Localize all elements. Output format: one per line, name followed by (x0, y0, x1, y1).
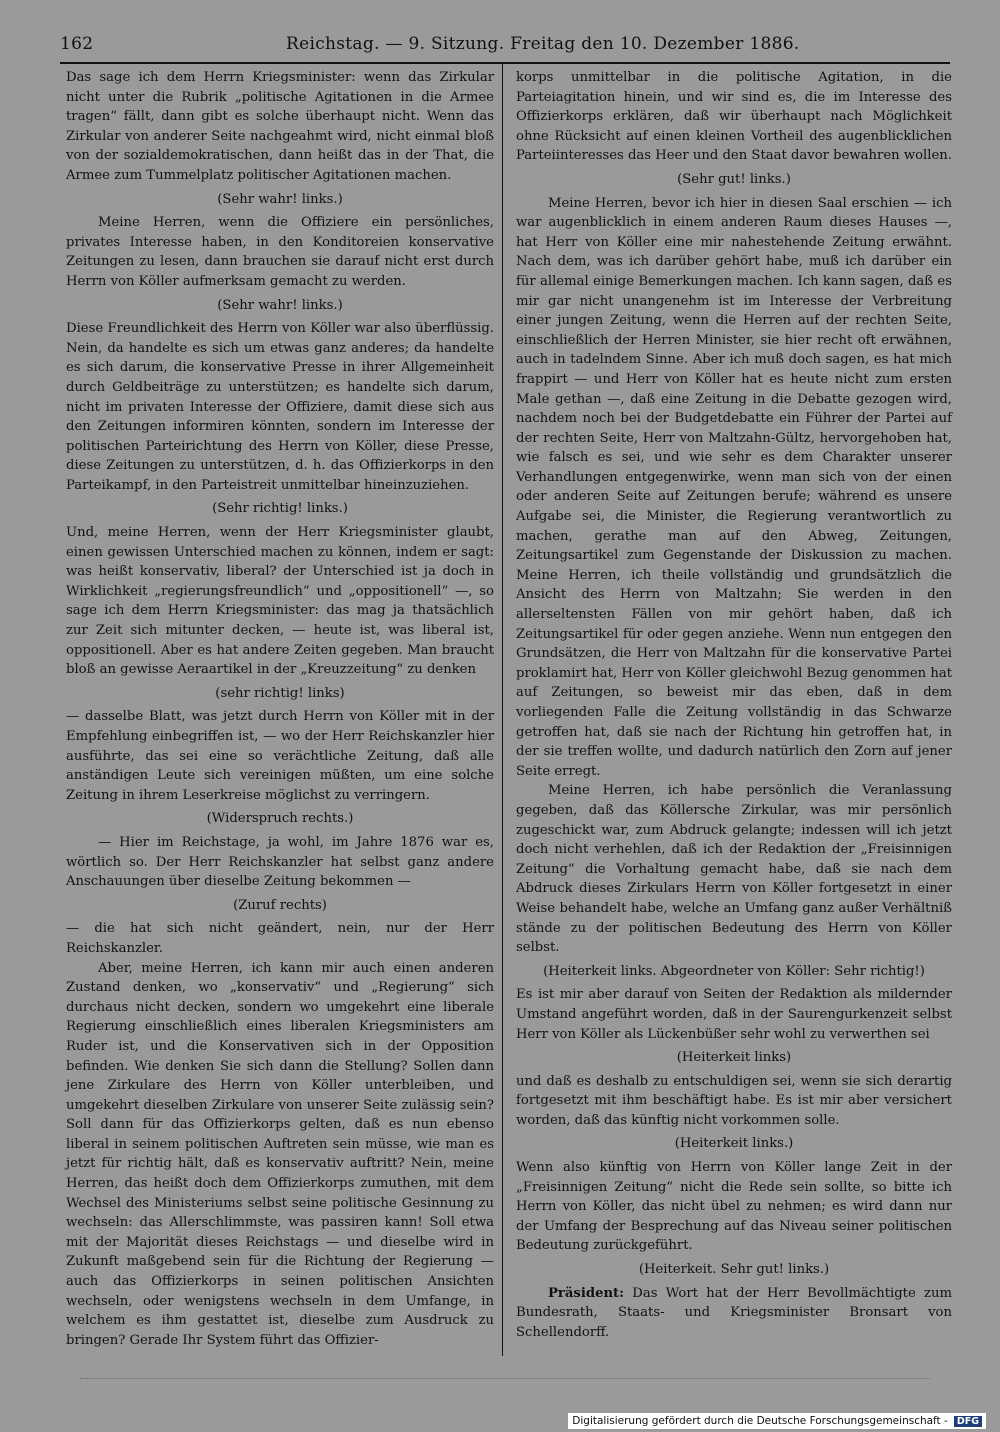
remark: (Heiterkeit links) (676, 1050, 792, 1066)
speaker-paragraph (516, 1284, 952, 1343)
right-column (516, 68, 952, 1342)
footer-credit: Digitalisierung gefördert durch die Deutsche Forschungsgemeinschaft - (572, 1415, 948, 1427)
dfg-logo: DFG (954, 1416, 982, 1427)
remark: (Heiterkeit links.) (674, 1136, 794, 1152)
header-rule (60, 62, 950, 64)
paragraph: Es ist mir aber darauf von Seiten der Redaktion als mildernder Umstand angeführt worden, daß in der Saurengurkenzeit selbst Herr von Köller als Lückenbüßer sehr wohl zu verwerthen sei (516, 987, 952, 1042)
remark: (sehr richtig! links) (215, 685, 345, 701)
paragraph: — dasselbe Blatt, was jetzt durch Herrn von Köller mit in der Empfehlung einbegriffen ist, — wo der Herr Reichskanzler hier ausführte, das sei eine so verächtliche Zeitung, daß alle anständigen Leute sich vereinigen müßten, um eine solche Zeitung in ihrem Leserkreise möglichst zu verringern. (66, 709, 494, 803)
remark: (Zuruf rechts) (233, 897, 327, 913)
remark: (Widerspruch rechts.) (206, 811, 354, 827)
speaker-text: Das Wort hat der Herr Bevollmächtigte zum Bundesrath, Staats- und Kriegsminister Bronsart von Schellendorff. (516, 1285, 952, 1340)
paragraph: — Hier im Reichstage, ja wohl, im Jahre 1876 war es, wörtlich so. Der Herr Reichskanzler hat selbst ganz andere Anschauungen über dieselbe Zeitung bekommen — (66, 834, 494, 890)
paragraph: korps unmittelbar in die politische Agitation, in die Parteiagitation hinein, und wir sind es, die im Interesse des Offizierkorps erklären, daß wir überhaupt nach Möglichkeit ohne Rücksicht auf einen kleinen Vortheil des augenblicklichen Parteiinteresses das Heer und den Staat davor bewahren wollen. (516, 70, 952, 164)
remark: (Heiterkeit. Sehr gut! links.) (638, 1262, 830, 1278)
paragraph: Meine Herren, bevor ich hier in diesen Saal erschien — ich war augenblicklich in einem anderen Raum dieses Hauses —, hat Herr von Köller eine mir nahestehende Zeitung erwähnt. Nach dem, was ich darüber gehört habe, muß ich darüber ein für allemal einige Bemerkungen machen. Ich kann sagen, daß es mir gar nicht unangenehm ist im Interesse der Verbreitung einer jungen Zeitung, wenn die Herren auf der rechten Seite, einschließlich der Herren Minister, sie hier recht oft erwähnen, auch in tadelndem Sinne. Aber ich muß doch sagen, es hat mich frappirt — und Herr von Köller hat es heute nicht zum ersten Male gethan —, daß eine Zeitung in die Debatte gezogen wird, nachdem noch bei der Budgetdebatte ein Führer der Partei auf der rechten Seite, Herr von Maltzahn-Gültz, hervorgehoben hat, wie falsch es sei, und wie sehr es dem Charakter unserer Verhandlungen entgegenwirke, wenn man sich von der einen oder anderen Seite auf Zeitungen berufe; während es unsere Aufgabe sei, die Minister, die Regierung verantwortlich zu machen, gerathe man auf den Abweg, Zeitungen, Zeitungsartikel zum Gegenstande der Diskussion zu machen. Meine Herren, ich theile vollständig und grundsätzlich die Ansicht des Herrn von Maltzahn; Sie werden in den allerseltensten Fällen von mir gehört haben, daß ich Zeitungsartikel für oder gegen anziehe. Wenn nun entgegen den Grundsätzen, die Herr von Maltzahn für die konservative Partei proklamirt hat, Herr von Köller gleichwohl Bezug genommen hat auf Zeitungen, so beweist mir das eben, daß in dem vorliegenden Falle die Zeitung vollständig in das Schwarze getroffen hat, daß sie nach der Richtung hin getroffen hat, in der sie treffen wollte, und dadurch natürlich den Zorn auf jener Seite erregt. (516, 195, 952, 779)
paragraph: Und, meine Herren, wenn der Herr Kriegsminister glaubt, einen gewissen Unterschied machen zu können, indem er sagt: was heißt konservativ, liberal? der Unterschied ist ja doch in Wirklichkeit „regierungsfreundlich“ und „oppositionell“ —, so sage ich dem Herrn Kriegsminister: das mag ja thatsächlich zur Zeit sich mitunter decken, — heute ist, was liberal ist, oppositionell. Aber es hat andere Zeiten gegeben. Man braucht bloß an gewisse Aeraartikel in der „Kreuzzeitung“ zu denken (66, 525, 494, 678)
left-column (66, 68, 494, 1350)
running-header (60, 34, 950, 60)
paragraph: Wenn also künftig von Herrn von Köller lange Zeit in der „Freisinnigen Zeitung“ nicht die Rede sein sollte, so bitte ich Herrn von Köller, das nicht übel zu nehmen; es wird dann nur der Umfang der Besprechung auf das Niveau seiner politischen Bedeutung zurückgeführt. (516, 1160, 952, 1254)
paragraph: Meine Herren, wenn die Offiziere ein persönliches, privates Interesse haben, in den Konditoreien konservative Zeitungen zu lesen, dann brauchen sie darauf nicht erst durch Herrn von Köller aufmerksam gemacht zu werden. (66, 215, 494, 289)
header-title: Reichstag. — 9. Sitzung. Freitag den 10. Dezember 1886. (286, 34, 800, 54)
speaker-name: Präsident: (548, 1285, 625, 1301)
remark: (Sehr wahr! links.) (217, 191, 343, 207)
remark: (Sehr richtig! links.) (212, 501, 348, 517)
page-number: 162 (60, 34, 94, 54)
column-divider (502, 64, 503, 1356)
remark: (Sehr gut! links.) (677, 171, 791, 187)
paragraph: Meine Herren, ich habe persönlich die Veranlassung gegeben, daß das Köllersche Zirkular, was mir persönlich zugeschickt war, zum Abdruck gelangte; indessen will ich jetzt doch nicht verhehlen, daß ich der Redaktion der „Freisinnigen Zeitung“ die Vorhaltung gemacht habe, daß sie nach dem Abdruck dieses Zirkulars Herrn von Köller fortgesetzt in einer Weise behandelt habe, welche an Umfang ganz außer Verhältniß stände zu der politischen Bedeutung des Herrn von Köller selbst. (516, 783, 952, 956)
paragraph: Aber, meine Herren, ich kann mir auch einen anderen Zustand denken, wo „konservativ“ und „Regierung“ sich durchaus nicht decken, sondern wo umgekehrt eine liberale Regierung einschließlich eines liberalen Kriegsministers am Ruder ist, und die Konservativen sich in der Opposition befinden. Wie denken Sie sich dann die Stellung? Sollen dann jene Zirkulare des Herrn von Köller unterbleiben, und umgekehrt dieselben Zirkulare von unserer Seite zulässig sein? Soll dann für das Offizierkorps gelten, daß es nun ebenso liberal in seinem politischen Auftreten sein müsse, wie man es jetzt für richtig hält, daß es konservativ auftritt? Nein, meine Herren, das heißt doch dem Offizierkorps zumuthen, mit dem Wechsel des Ministeriums selbst seine politische Gesinnung zu wechseln: das Allerschlimmste, was passiren kann! Soll etwa mit der Majorität dieses Reichstags — und dieselbe wird in Zukunft maßgebend sein für die Richtung der Regierung — auch das Offizierkorps in seinen politischen Ansichten wechseln, oder wenigstens wechseln in dem Umfange, in welchem es ihm gestattet ist, dieselbe zum Ausdruck zu bringen? Gerade Ihr System führt das Offizier- (66, 960, 494, 1348)
paragraph: Das sage ich dem Herrn Kriegsminister: wenn das Zirkular nicht unter die Rubrik „politische Agitationen in die Armee tragen“ fällt, dann gibt es solche überhaupt nicht. Wenn das Zirkular von anderer Seite nachgeahmt wird, nicht einmal bloß von der sozialdemokratischen, dann heißt das in der That, die Armee zum Tummelplatz politischer Agitationen machen. (66, 70, 494, 183)
remark: (Heiterkeit links. Abgeordneter von Köller: Sehr richtig!) (543, 963, 925, 979)
footer-scan-line (80, 1378, 930, 1380)
paragraph: und daß es deshalb zu entschuldigen sei, wenn sie sich derartig fortgesetzt mit ihm beschäftigt habe. Es ist mir aber versichert worden, daß das künftig nicht vorkommen solle. (516, 1073, 952, 1128)
paragraph: — die hat sich nicht geändert, nein, nur der Herr Reichskanzler. (66, 921, 494, 956)
digitization-footer (568, 1413, 986, 1429)
paragraph: Diese Freundlichkeit des Herrn von Köller war also überflüssig. Nein, da handelte es sich um etwas ganz anderes; da handelte es sich darum, die konservative Presse in ihrer Allgemeinheit durch Geldbeiträge zu unterstützen; es handelte sich darum, nicht im privaten Interesse der Offiziere, damit diese sich aus den Zeitungen informiren könnten, sondern im Interesse der politischen Parteirichtung des Herrn von Köller, diese Presse, diese Zeitungen zu unterstützen, d. h. das Offizierkorps in den Parteikampf, in den Parteistreit unmittelbar hineinzuziehen. (66, 321, 494, 493)
remark: (Sehr wahr! links.) (217, 297, 343, 313)
